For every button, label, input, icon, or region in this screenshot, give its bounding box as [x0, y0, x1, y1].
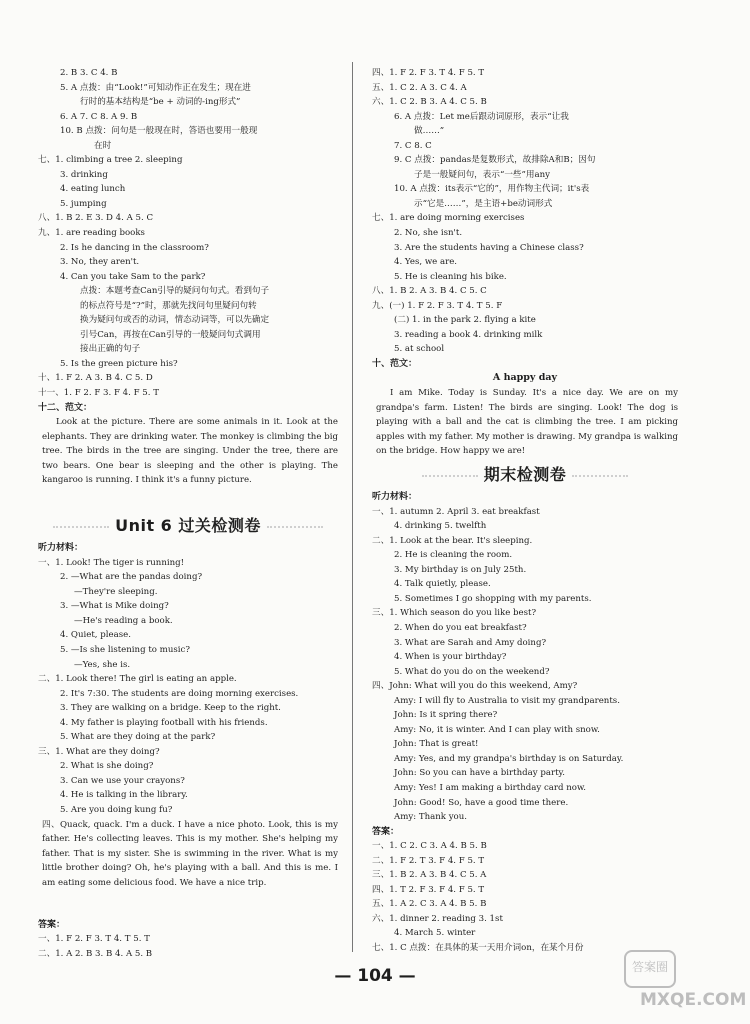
answer-line: 三、1. B 2. A 3. B 4. C 5. A — [372, 870, 487, 881]
answer-line: 4. drinking 5. twelfth — [394, 521, 487, 532]
answer-line: (二) 1. in the park 2. flying a kite — [394, 315, 536, 326]
answer-line: 2. No, she isn't. — [394, 228, 463, 239]
answer-line: 二、1. F 2. T 3. F 4. F 5. T — [372, 855, 485, 866]
answer-line: Amy: No, it is winter. And I can play with snow. — [394, 724, 600, 735]
answer-line: 一、1. Look! The tiger is running! — [38, 557, 185, 568]
answer-line: 引号Can，再按在Can引导的一般疑问句式调用 — [80, 329, 261, 340]
answer-line: 3. drinking — [60, 169, 108, 180]
answer-line: 10. B 点拨：问句是一般现在时，答语也要用一般现 — [60, 126, 258, 137]
answer-line: 5. What do you do on the weekend? — [394, 666, 550, 677]
paragraph — [38, 415, 338, 511]
answer-line: 2. B 3. C 4. B — [60, 68, 118, 78]
answer-line: 三、1. Which season do you like best? — [372, 608, 537, 619]
answer-line: —Yes, she is. — [74, 659, 131, 670]
answer-line: 5. A 点拨：由“Look!”可知动作正在发生；现在进 — [60, 82, 251, 93]
essay-title: A happy day — [492, 372, 558, 384]
answer-line: 二、1. Look there! The girl is eating an apple. — [38, 674, 237, 685]
title-decoration-right — [572, 475, 628, 477]
answer-line: 做……” — [414, 126, 445, 137]
answer-line: 六、1. C 2. B 3. A 4. C 5. B — [372, 97, 487, 108]
answer-line: 九、(一) 1. F 2. F 3. T 4. T 5. F — [372, 300, 503, 311]
answer-line: 2. He is cleaning the room. — [394, 550, 513, 561]
answer-line: 3. My birthday is on July 25th. — [394, 564, 527, 575]
answer-line: 2. —What are the pandas doing? — [60, 572, 203, 583]
answer-line: 八、1. B 2. A 3. B 4. C 5. C — [372, 286, 487, 297]
paragraph — [372, 386, 678, 460]
answer-line: John: That is great! — [394, 739, 479, 750]
answer-line: 5. jumping — [60, 198, 107, 209]
answer-line: —He's reading a book. — [74, 615, 173, 626]
answer-line: 4. Talk quietly, please. — [394, 579, 491, 590]
right-column — [372, 66, 678, 956]
answer-line: 9. C 点拨：pandas是复数形式，故排除A和B；因句 — [394, 155, 596, 166]
answer-line: 十、1. F 2. A 3. B 4. C 5. D — [38, 373, 153, 384]
answer-line: 九、1. are reading books — [38, 228, 145, 239]
answer-line: John: Is it spring there? — [394, 710, 498, 721]
title-decoration-left — [422, 475, 478, 477]
answer-line: 3. Can we use your crayons? — [60, 775, 185, 786]
section-title-text: Unit 6 过关检测卷 — [115, 516, 261, 536]
answer-line: 5. at school — [394, 344, 445, 355]
watermark-logo-icon: 答案圈 — [624, 950, 676, 988]
answer-line: 二、1. A 2. B 3. B 4. A 5. B — [38, 948, 153, 959]
answer-line: 10. A 点拨：its表示“它的”，用作物主代词；it's表 — [394, 184, 590, 195]
answer-line: 四、1. T 2. F 3. F 4. F 5. T — [372, 884, 485, 895]
answer-line: 6. A 点拨：Let me后跟动词原形，表示“让我 — [394, 111, 569, 122]
answer-line: 4. Yes, we are. — [394, 257, 458, 268]
section-title — [38, 511, 338, 541]
answer-line: 四、John: What will you do this weekend, Amy? — [372, 681, 578, 692]
answer-line: 一、1. F 2. F 3. T 4. T 5. T — [38, 934, 150, 945]
answer-line: 2. When do you eat breakfast? — [394, 622, 527, 633]
answer-line: 点拨：本题考查Can引导的疑问句句式。看到句子 — [80, 286, 270, 297]
answer-line: 二、1. Look at the bear. It's sleeping. — [372, 535, 533, 546]
answer-line: 4. March 5. winter — [394, 928, 476, 939]
answer-line: 五、1. C 2. A 3. C 4. A — [372, 82, 467, 93]
watermark-text: MXQE.COM — [640, 990, 747, 1010]
paragraph-text: 四、Quack, quack. I'm a duck. I have a nice photo. Look, this is my father. He's collecting leaves. This is my mother. She's helping my father. That is my sister. She is swimming in the river. What is my little brother doing? Oh, he's playing with a ball. And this is me. I am eating some delicious food. We have a nice trip. — [42, 819, 338, 888]
answer-line: 在时 — [94, 140, 112, 151]
title-decoration-right — [267, 526, 323, 528]
paragraph-text: I am Mike. Today is Sunday. It's a nice day. We are on my grandpa's farm. Listen! The birds are singing. Look! The dog is playing with a ball and the cat is climbing the tree. I am picking apples with my father. My mother is drawing. My grandpa is walking on the bridge. How happy we are! — [376, 388, 678, 457]
answer-line: 七、1. C 点拨：在具体的某一天用介词on，在某个月份 — [372, 942, 584, 953]
answer-line: Amy: Yes, and my grandpa's birthday is on Saturday. — [394, 753, 624, 764]
answer-line: 换为疑问句或否的动词，情态动词等，可以先确定 — [80, 315, 270, 326]
answer-line: 2. Is he dancing in the classroom? — [60, 242, 209, 253]
answer-line: 5. Is the green picture his? — [60, 358, 178, 369]
answer-line: 4. He is talking in the library. — [60, 790, 188, 801]
answer-line: 的标点符号是“?”时，那就先找问句里疑问句转 — [80, 300, 257, 311]
answer-line: 一、1. autumn 2. April 3. eat breakfast — [372, 506, 540, 517]
answer-line: 3. reading a book 4. drinking milk — [394, 329, 543, 340]
answer-line: 3. No, they aren't. — [60, 257, 140, 268]
answer-line: 2. It's 7:30. The students are doing morning exercises. — [60, 688, 299, 699]
left-column — [38, 66, 338, 961]
answer-line: Amy: I will fly to Australia to visit my grandparents. — [394, 695, 620, 706]
answer-line: 4. When is your birthday? — [394, 652, 507, 663]
section-label: 听力材料： — [372, 492, 418, 503]
answer-line: 4. eating lunch — [60, 184, 126, 195]
paragraph — [38, 818, 338, 918]
page-number: — 104 — — [334, 966, 416, 986]
answer-line: 3. Are the students having a Chinese class? — [394, 242, 584, 253]
answer-line: 3. They are walking on a bridge. Keep to the right. — [60, 703, 281, 714]
answer-line: 4. Quiet, please. — [60, 630, 131, 641]
answer-line: 子是一般疑问句，表示“一些”用any — [414, 169, 551, 180]
answer-line: 3. What are Sarah and Amy doing? — [394, 637, 547, 648]
section-label: 十、范文： — [372, 358, 418, 369]
answer-line: 3. —What is Mike doing? — [60, 601, 169, 612]
answer-line: 示“它是……”，是主语+be动词形式 — [414, 198, 553, 209]
answer-line: 七、1. are doing morning exercises — [372, 213, 525, 224]
answer-line: 7. C 8. C — [394, 140, 432, 151]
answer-line: 4. My father is playing football with his friends. — [60, 717, 268, 728]
answer-line: 七、1. climbing a tree 2. sleeping — [38, 155, 183, 166]
section-label: 答案： — [372, 826, 400, 837]
answer-line: 5. Sometimes I go shopping with my parents. — [394, 593, 592, 604]
answer-line: 5. What are they doing at the park? — [60, 732, 216, 743]
answer-line: 5. —Is she listening to music? — [60, 644, 190, 655]
answer-line: 5. He is cleaning his bike. — [394, 271, 507, 282]
section-title — [372, 460, 678, 490]
answer-line: 六、1. dinner 2. reading 3. 1st — [372, 913, 503, 924]
section-title-text: 期末检测卷 — [483, 465, 567, 485]
answer-line: 一、1. C 2. C 3. A 4. B 5. B — [372, 841, 487, 852]
answer-line: John: Good! So, have a good time there. — [394, 797, 569, 808]
section-label: 答案： — [38, 919, 66, 930]
answer-line: Amy: Thank you. — [394, 812, 467, 823]
answer-line: 十一、1. F 2. F 3. F 4. F 5. T — [38, 388, 159, 399]
answer-line: 4. Can you take Sam to the park? — [60, 271, 206, 282]
answer-line: 八、1. B 2. E 3. D 4. A 5. C — [38, 213, 154, 224]
title-decoration-left — [53, 526, 109, 528]
answer-line: Amy: Yes! I am making a birthday card now. — [394, 782, 587, 793]
section-label: 听力材料： — [38, 543, 84, 554]
answer-line: 接出正确的句子 — [80, 344, 141, 355]
answer-line: 6. A 7. C 8. A 9. B — [60, 111, 138, 122]
answer-line: 2. What is she doing? — [60, 761, 154, 772]
answer-line: 三、1. What are they doing? — [38, 746, 160, 757]
section-label: 十二、范文： — [38, 402, 93, 413]
answer-line: 四、1. F 2. F 3. T 4. F 5. T — [372, 68, 485, 78]
column-divider — [352, 62, 353, 952]
answer-line: John: So you can have a birthday party. — [394, 768, 565, 779]
answer-line: 行时的基本结构是“be + 动词的-ing形式” — [80, 97, 241, 108]
answer-line: 五、1. A 2. C 3. A 4. B 5. B — [372, 899, 487, 910]
paragraph-text: Look at the picture. There are some animals in it. Look at the elephants. They are drinking water. The monkey is climbing the big tree. The birds in the tree are singing. Under the tree, there are two bears. One bear is sleeping and the other is playing. The kangaroo is running. I think it's a funny picture. — [42, 417, 338, 486]
answer-line: —They're sleeping. — [74, 586, 158, 597]
answer-line: 5. Are you doing kung fu? — [60, 804, 173, 815]
